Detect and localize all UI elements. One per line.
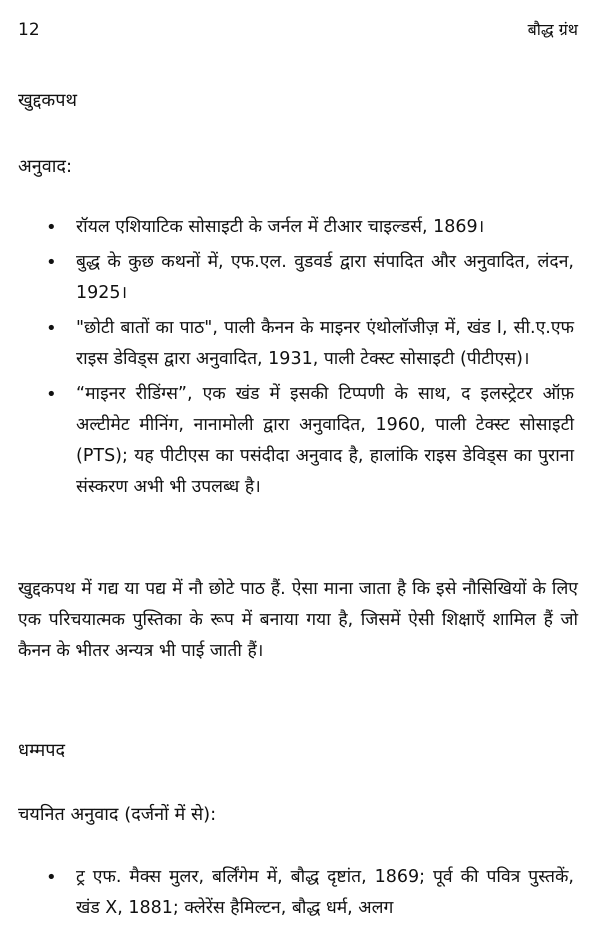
bullet-icon: • [46,217,57,238]
bullet-icon: • [46,384,57,405]
running-header: बौद्ध ग्रंथ [527,20,578,39]
dhammapada-translation-list [0,862,600,928]
list-item [0,212,600,243]
list-item [0,379,600,503]
section-title-khuddakapath: खुद्दकपथ [18,90,77,111]
khuddakapath-translation-list [0,212,600,507]
section-subtitle-translations: अनुवाद: [18,156,73,177]
list-item [0,247,600,309]
section-title-dhammapada: धम्मपद [18,740,65,761]
list-item-text: रॉयल एशियाटिक सोसाइटी के जर्नल में टीआर चाइल्डर्स, 1869। [76,217,485,237]
bullet-icon: • [46,867,57,888]
bullet-icon: • [46,252,57,273]
body-paragraph: खुद्दकपथ में गद्य या पद्य में नौ छोटे पाठ हैं. ऐसा माना जाता है कि इसे नौसिखियों के लिए एक परिचयात्मक पुस्तिका के रूप में बनाया गया है, जिसमें ऐसी शिक्षाएँ शामिल हैं जो कैनन के भीतर अन्यत्र भी पाई जाती हैं। [18,579,578,661]
list-item-text: बुद्ध के कुछ कथनों में, एफ.एल. वुडवर्ड द्वारा संपादित और अनुवादित, लंदन, 1925। [76,252,574,303]
list-item [0,313,600,375]
bullet-icon: • [46,318,57,339]
list-item [0,862,600,924]
list-item-text: “माइनर रीडिंग्स”, एक खंड में इसकी टिप्पणी के साथ, द इलस्ट्रेटर ऑफ़ अल्टीमेट मीनिंग, नानामोली द्वारा अनुवादित, 1960, पाली टेक्स्ट सोसाइटी (PTS); यह पीटीएस का पसंदीदा अनुवाद है, हालांकि राइस डेविड्स का पुराना संस्करण अभी भी उपलब्ध है। [76,384,574,497]
list-item-text: ट्र एफ. मैक्स मुलर, बर्लिंगेम में, बौद्ध दृष्टांत, 1869; पूर्व की पवित्र पुस्तकें, खंड X, 1881; क्लेरेंस हैमिल्टन, बौद्ध धर्म, अलग [76,867,574,918]
page-number: 12 [18,20,40,40]
section-subtitle-selected-translations: चयनित अनुवाद (दर्जनों में से): [18,804,217,825]
list-item-text: "छोटी बातों का पाठ", पाली कैनन के माइनर एंथोलॉजीज़ में, खंड I, सी.ए.एफ राइस डेविड्स द्वारा अनुवादित, 1931, पाली टेक्स्ट सोसाइटी (पीटीएस)। [76,318,574,369]
